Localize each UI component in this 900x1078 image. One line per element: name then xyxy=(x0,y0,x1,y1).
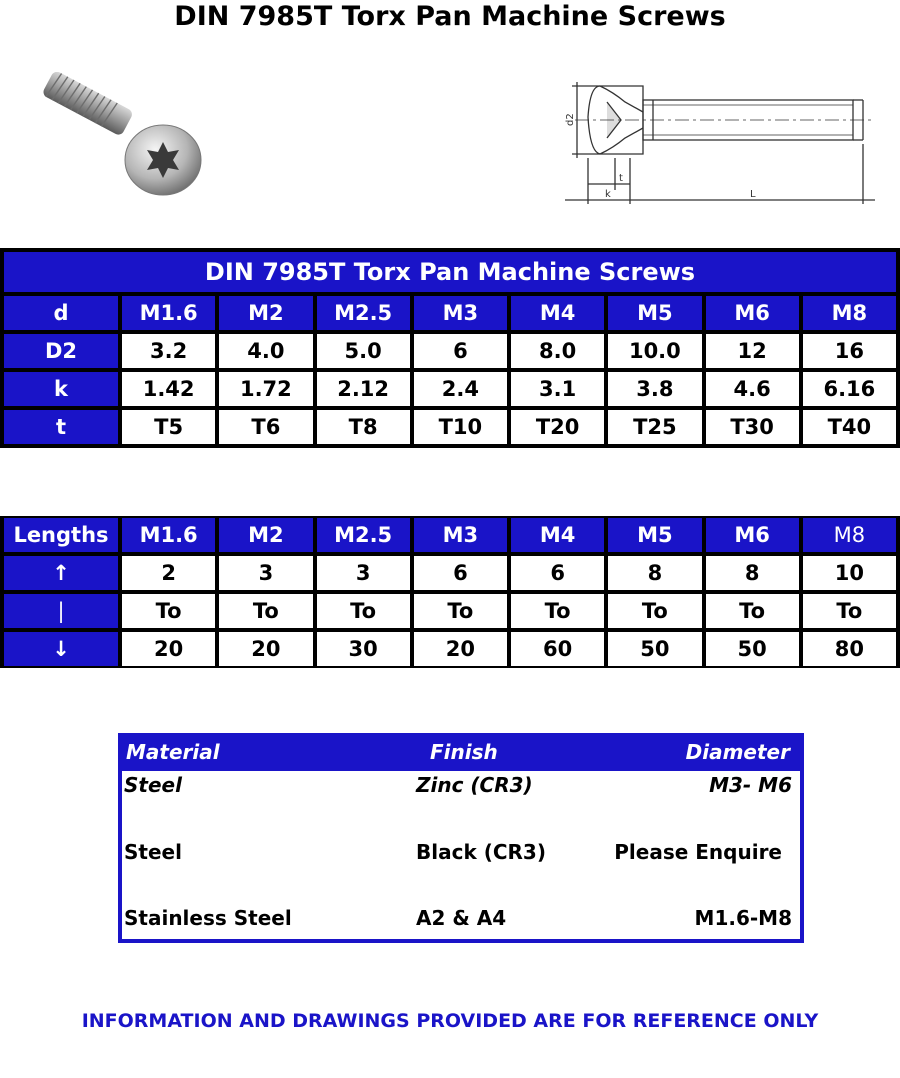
table-row xyxy=(122,840,800,870)
table-cell: 3.1 xyxy=(511,372,604,406)
table-cell: 30 xyxy=(317,632,410,666)
table-cell: 3 xyxy=(317,556,410,590)
table-cell: 3.2 xyxy=(122,334,215,368)
table-cell: 20 xyxy=(414,632,507,666)
table-cell: 1.42 xyxy=(122,372,215,406)
size-header: M3 xyxy=(414,296,507,330)
table-row xyxy=(4,594,896,628)
size-header: M8 xyxy=(803,296,896,330)
drawing-label-k: k xyxy=(605,189,611,200)
table-cell: 4.6 xyxy=(706,372,799,406)
drawing-label-d2: d2 xyxy=(565,113,576,126)
size-header: M2.5 xyxy=(317,296,410,330)
table-row xyxy=(4,410,896,444)
arrow-up-icon: ↑ xyxy=(4,556,118,590)
table-row xyxy=(122,906,800,936)
table-cell: To xyxy=(317,594,410,628)
table-cell: To xyxy=(706,594,799,628)
table-cell: 5.0 xyxy=(317,334,410,368)
table-cell: T20 xyxy=(511,410,604,444)
table-row xyxy=(4,372,896,406)
size-header: M2 xyxy=(219,296,312,330)
size-header: M3 xyxy=(414,518,507,552)
materials-table xyxy=(118,733,804,943)
lengths-label: Lengths xyxy=(4,518,118,552)
table-cell: 8 xyxy=(706,556,799,590)
table-cell: T5 xyxy=(122,410,215,444)
table-cell: T6 xyxy=(219,410,312,444)
lengths-header-row xyxy=(4,518,896,552)
table-cell: To xyxy=(122,594,215,628)
size-header: M2 xyxy=(219,518,312,552)
table-row xyxy=(4,632,896,666)
table-cell: 2.12 xyxy=(317,372,410,406)
page-title: DIN 7985T Torx Pan Machine Screws xyxy=(174,1,726,32)
sizes-label: d xyxy=(4,296,118,330)
table-cell: T30 xyxy=(706,410,799,444)
table-cell: 50 xyxy=(706,632,799,666)
table-cell: T40 xyxy=(803,410,896,444)
table-cell: 6 xyxy=(414,556,507,590)
table-cell: To xyxy=(219,594,312,628)
dimensions-table xyxy=(0,248,900,448)
table-cell: 6.16 xyxy=(803,372,896,406)
row-label: k xyxy=(4,372,118,406)
lengths-table xyxy=(0,516,900,668)
material-cell: Steel xyxy=(124,840,182,864)
table-row xyxy=(4,556,896,590)
material-cell: Stainless Steel xyxy=(124,906,292,930)
table-cell: 3 xyxy=(219,556,312,590)
row-label: D2 xyxy=(4,334,118,368)
table-cell: 1.72 xyxy=(219,372,312,406)
screw-photo xyxy=(40,72,205,197)
finish-header: Finish xyxy=(430,740,498,764)
table-cell: 20 xyxy=(219,632,312,666)
table-cell: 50 xyxy=(608,632,701,666)
table-cell: 8.0 xyxy=(511,334,604,368)
size-header: M8 xyxy=(803,518,896,552)
table-cell: To xyxy=(511,594,604,628)
materials-header-row xyxy=(122,736,800,768)
finish-cell: Zinc (CR3) xyxy=(416,773,533,797)
table-cell: To xyxy=(414,594,507,628)
table-cell: T8 xyxy=(317,410,410,444)
dimensions-table-title: DIN 7985T Torx Pan Machine Screws xyxy=(4,252,896,292)
table-cell: 10 xyxy=(803,556,896,590)
material-header: Material xyxy=(126,740,220,764)
arrow-down-icon: ↓ xyxy=(4,632,118,666)
size-header: M6 xyxy=(706,296,799,330)
sizes-header-row xyxy=(4,296,896,330)
material-cell: Steel xyxy=(124,773,182,797)
size-header: M1.6 xyxy=(122,296,215,330)
screw-technical-drawing xyxy=(555,72,885,207)
materials-body xyxy=(122,771,800,939)
table-cell: 16 xyxy=(803,334,896,368)
table-cell: 12 xyxy=(706,334,799,368)
table-cell: 10.0 xyxy=(608,334,701,368)
table-cell: 3.8 xyxy=(608,372,701,406)
table-cell: T25 xyxy=(608,410,701,444)
diameter-cell: M1.6-M8 xyxy=(694,906,792,930)
finish-cell: A2 & A4 xyxy=(416,906,507,930)
table-cell: 6 xyxy=(414,334,507,368)
size-header: M4 xyxy=(511,518,604,552)
diameter-header: Diameter xyxy=(685,740,790,764)
disclaimer-text: INFORMATION AND DRAWINGS PROVIDED ARE FOR REFERENCE ONLY xyxy=(81,1010,819,1032)
table-cell: 8 xyxy=(608,556,701,590)
size-header: M1.6 xyxy=(122,518,215,552)
vertical-bar-icon: | xyxy=(4,594,118,628)
finish-cell: Black (CR3) xyxy=(416,840,546,864)
drawing-label-l: L xyxy=(750,189,756,200)
table-cell: 4.0 xyxy=(219,334,312,368)
diameter-cell: M3- M6 xyxy=(709,773,792,797)
size-header: M5 xyxy=(608,296,701,330)
table-row xyxy=(4,334,896,368)
table-cell: 20 xyxy=(122,632,215,666)
table-cell: T10 xyxy=(414,410,507,444)
table-cell: 60 xyxy=(511,632,604,666)
table-cell: 6 xyxy=(511,556,604,590)
diameter-cell: Please Enquire xyxy=(614,840,782,864)
row-label: t xyxy=(4,410,118,444)
size-header: M4 xyxy=(511,296,604,330)
table-cell: To xyxy=(803,594,896,628)
table-cell: To xyxy=(608,594,701,628)
size-header: M5 xyxy=(608,518,701,552)
table-row xyxy=(122,773,800,803)
drawing-label-t: t xyxy=(619,173,623,184)
table-cell: 2.4 xyxy=(414,372,507,406)
size-header: M6 xyxy=(706,518,799,552)
size-header: M2.5 xyxy=(317,518,410,552)
table-cell: 80 xyxy=(803,632,896,666)
table-cell: 2 xyxy=(122,556,215,590)
